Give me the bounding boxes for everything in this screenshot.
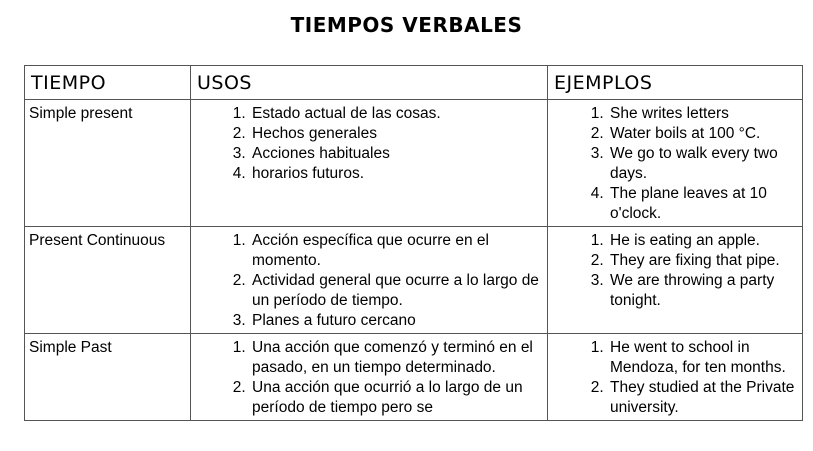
header-usos: USOS — [191, 66, 548, 100]
list-item: 2. Hechos generales — [250, 124, 543, 144]
usos-cell — [191, 334, 548, 421]
ejemplos-cell — [548, 227, 803, 334]
list-item: 2. They studied at the Private university. — [608, 378, 798, 418]
usos-list — [195, 338, 543, 418]
list-item: 1. She writes letters — [608, 104, 798, 124]
ejemplos-list — [552, 231, 798, 311]
usos-list — [195, 104, 543, 184]
ejemplos-cell — [548, 100, 803, 227]
usos-cell — [191, 227, 548, 334]
list-item: 3. We are throwing a party tonight. — [608, 271, 798, 311]
list-item: 3. Planes a futuro cercano — [250, 311, 543, 331]
list-item: 2. Water boils at 100 °C. — [608, 124, 798, 144]
tiempo-cell: Present Continuous — [25, 227, 191, 334]
ejemplos-cell — [548, 334, 803, 421]
table-header-row — [25, 66, 803, 100]
header-ejemplos: EJEMPLOS — [548, 66, 803, 100]
list-item: 1. Una acción que comenzó y terminó en el pasado, en un tiempo determinado. — [250, 338, 543, 378]
list-item: 1. He went to school in Mendoza, for ten months. — [608, 338, 798, 378]
list-item: 4. horarios futuros. — [250, 164, 543, 184]
usos-list — [195, 231, 543, 331]
list-item: 3. We go to walk every two days. — [608, 144, 798, 184]
list-item: 1. Acción específica que ocurre en el momento. — [250, 231, 543, 271]
table-row — [25, 100, 803, 227]
page-title: TIEMPOS VERBALES — [290, 13, 523, 37]
usos-cell — [191, 100, 548, 227]
header-tiempo: TIEMPO — [25, 66, 191, 100]
list-item: 2. They are fixing that pipe. — [608, 251, 798, 271]
table-row — [25, 227, 803, 334]
list-item: 1. He is eating an apple. — [608, 231, 798, 251]
list-item: 4. The plane leaves at 10 o'clock. — [608, 184, 798, 224]
ejemplos-list — [552, 104, 798, 224]
ejemplos-list — [552, 338, 798, 418]
tiempo-cell: Simple Past — [25, 334, 191, 421]
list-item: 3. Acciones habituales — [250, 144, 543, 164]
list-item: 2. Actividad general que ocurre a lo largo de un período de tiempo. — [250, 271, 543, 311]
list-item: 2. Una acción que ocurrió a lo largo de un período de tiempo pero se — [250, 378, 543, 418]
table-row — [25, 334, 803, 421]
list-item: 1. Estado actual de las cosas. — [250, 104, 543, 124]
verb-tenses-table — [24, 65, 803, 421]
tiempo-cell: Simple present — [25, 100, 191, 227]
